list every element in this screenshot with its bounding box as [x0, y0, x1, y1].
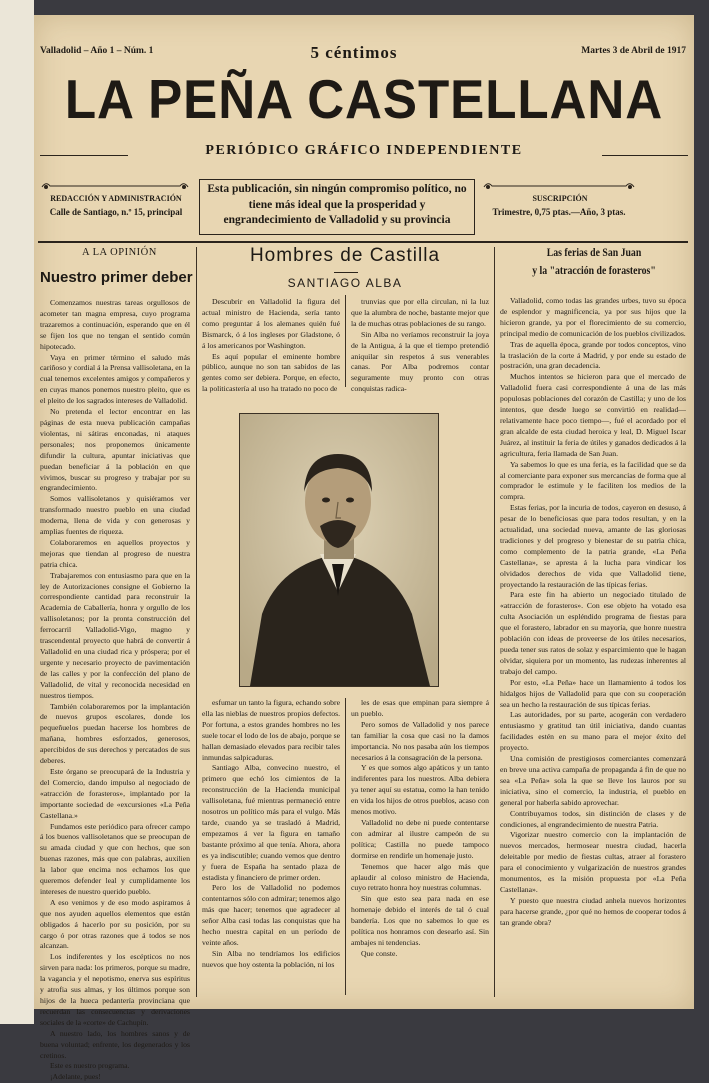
article-paragraph: Este es nuestro programa. [50, 1061, 130, 1071]
article-paragraph: Sin Alba no tendríamos los edificios nuevos que hoy ostenta la población, ni los [202, 948, 340, 969]
column-rule-2-bottom [345, 698, 346, 995]
article-paragraph: trunvias que por ella circulan, ni la luz que la alumbra de noche, bastante mejor que la de muchas otras poblaciones de su rango. [351, 297, 489, 328]
article-paragraph: Sin que esto sea para nada en ese homenaje debido el interés de tal ó cual bandería. Los que no sabemos lo que es política nos honramos con desearlo así. Sin ambajes ni tendencias. [351, 894, 489, 947]
article-paragraph: Muchos intentos se hicieron para que el mercado de Valladolid fuera casi correspondiente á una de las más populosas poblaciones del corazón de Castilla; y uno de los intentos, que desde luego se convirtió en realidad—relativamente hace poco tiempo—, fué el acordado por el gran alcalde de esta ciudad heroica y leal, D. Miguel Iscar Juárez, al instituir la feria de útiles y ganados dedicados á la agricultura, feria llamada de San Juan. [500, 372, 686, 458]
newspaper-subtitle: PERIÓDICO GRÁFICO INDEPENDIENTE [205, 143, 523, 158]
scroll-ornament-icon [40, 181, 190, 191]
article-paragraph: Vaya en primer término el saludo más cariñoso y cordial á la Prensa vallisoletana, en la cual tenemos excelentes amigos y compañeros y en cuyas manos ponemos nuestro pleito, que es el pleito de los sagrados intereses de Valladolid. [40, 352, 190, 406]
feature-body-col2-bottom [202, 698, 340, 998]
feature-body-col3-top [351, 297, 489, 394]
article-paragraph: Contribuyamos todos, sin distinción de clases y de condiciones, al engrandecimiento de nuestra Patria. [500, 808, 686, 829]
feature-body-col2-top [202, 297, 340, 394]
article-paragraph: Estas ferias, por la incuria de todos, cayeron en desuso, á pesar de lo beneficiosas que para todos resultan, y en la actualidad, una sociedad nueva, amante de las gloriosas tradiciones y del progreso y bienestar de su patria chica, como complemento de la patria grande, «La Peña Castellana», se apresta á la lucha para vindicar los olvidados derechos de vida que Valladolid tiene, proyectando la restauración de las típicas ferias. [500, 503, 686, 589]
column-rule-3 [494, 247, 495, 997]
subscription-price: Trimestre, 0,75 ptas.—Año, 3 ptas. [492, 207, 626, 217]
article-paragraph: Para este fin ha abierto un negociado titulado de «atracción de forasteros». Con ese objeto ha votado esa culta Asociación un espléndido programa de fiestas para que el forastero, labrador en su mayoría, que honre nuestra población con ideas de proveerse de los útiles necesarios, pueda tener sus ratos de solaz y esparcimiento que le hagan olvidar, siquiera por un momento, las rudezas inherentes al trabajo del campo. [500, 590, 686, 676]
article-paragraph: Vigorizar nuestro comercio con la implantación de nuevos mercados, hermosear nuestra ciudad, hacerla deleitable por medio de fiestas cultas, atraer al forastero para el conocimiento y vulgarización de nuestros grandes monumentos, es la misión propuesta por «La Peña Castellana». [500, 830, 686, 894]
newspaper-page [34, 15, 694, 1082]
column-rule-2-top [345, 295, 346, 387]
article-paragraph: Las autoridades, por su parte, acogerán con verdadero entusiasmo y gratitud tan útil iniciativa, dando cuantas facilidades estén en su mano para el mejor éxito del proyecto. [500, 710, 686, 753]
ferias-headline-line1: Las ferias de San Juan [546, 247, 642, 259]
article-paragraph: A eso venimos y de eso modo aspiramos á que nos ayuden aquellos elementos que están obligados á hacerlo por su posición, por su cargo ó por otras razones que á todos se nos alcanzan. [40, 897, 190, 951]
article-paragraph: Santiago Alba, convecino nuestro, el primero que echó los cimientos de la reconstrucción de la Hacienda municipal vallisoletana, fué mientras permaneció entre nosotros un político más para el vulgo. Más tarde, cuando ya se trasladó á Madrid, empezamos á ver la figura en tamaño bastante próximo al que tenía. Ahora, ahora es ya indiscutible; cuando vemos que dentro y fuera de España ha sentado plaza de estadista y financiero de primer orden. [202, 763, 340, 882]
issue-date: Martes 3 de Abril de 1917 [581, 46, 686, 56]
section-kicker: A LA OPINIÓN [82, 247, 157, 258]
subscription-label: SUSCRIPCIÓN [532, 194, 588, 203]
price: 5 céntimos [310, 43, 398, 62]
masthead-bottom-rule [38, 241, 688, 243]
article-paragraph: Que conste. [361, 948, 398, 958]
article-paragraph: les de esas que empinan para siempre á un pueblo. [351, 698, 489, 718]
article-paragraph: ¡Adelante, pues! [50, 1072, 101, 1082]
article-paragraph: Descubrir en Valladolid la figura del actual ministro de Hacienda, sería tanto como preguntar á los alemanes quién fué Bismarck, ó á los ingleses por Gladstone, ó á los americanos por Washington. [202, 297, 340, 350]
column-rule-1 [196, 247, 197, 997]
feature-subheadline: SANTIAGO ALBA [287, 276, 403, 290]
article-paragraph: Fundamos este periódico para ofrecer campo á los buenos vallisoletanos que se preocupan de su amada ciudad y que con hechos, que son buenas razones, más que con palabras, auxilien la labor que encima nos echamos los que queremos defender leal y cumplidamente los intereses de nuestro querido pueblo. [40, 821, 190, 896]
scan-margin [0, 0, 34, 1024]
article-paragraph: Y puesto que nuestra ciudad anhela nuevos horizontes para hacerse grande, ¿por qué no hemos de cooperar todos á tan grande obra? [500, 895, 686, 927]
article-paragraph: Valladolid no debe ni puede contentarse con admirar al ilustre campeón de su política; Castilla no puede tampoco dormirse en rendirle un homenaje justo. [351, 817, 489, 860]
article-paragraph: Este órgano se preocupará de la Industria y del Comercio, dando impulso al negociado de «atracción de forasteros», implantado por la importante sociedad de «excursiones «La Peña Castellana.» [40, 766, 190, 820]
article-body-primer-deber [40, 298, 190, 1082]
issue-info: Valladolid – Año 1 – Núm. 1 [40, 46, 154, 56]
article-paragraph: Ya sabemos lo que es una feria, es la facilidad que se da al comerciante para exponer sus mercancías de forma que al comprador le estimule y le faciliten los medios de la compra. [500, 459, 686, 502]
article-paragraph: Comenzamos nuestras tareas orgullosos de acometer tan magna empresa, cuyo programa trazaremos a continuación, esperando que en él se fijen los que no tengan el sentido común hipotecado. [40, 298, 190, 351]
article-paragraph: Es aquí popular el eminente hombre público, aunque no son tan sabidos de las gentes como ser debiera. Porque, en efecto, la politicastería al uso ha tratado no poco de [202, 351, 340, 394]
article-paragraph: No pretenda el lector encontrar en las páginas de esta nueva publicación campañas violentas, ni sátiras enconadas, ni ataques personales; nos proponemos únicamente difundir la cultura, apuntar iniciativas que puedan beneficiar á la población en que vivimos, buscar su progreso y trabajar por su engrandecimiento. [40, 407, 190, 493]
article-paragraph: A nuestro lado, los hombres sanos y de buena voluntad; enfrente, los degenerados y los cretinos. [40, 1028, 190, 1060]
headline-ornament-rule [334, 272, 358, 273]
article-paragraph: Tenemos que hacer algo más que aplaudir al coloso ministro de Hacienda, cuyo retrato honra hoy nuestras columnas. [351, 861, 489, 893]
redaction-address: Calle de Santiago, n.º 15, principal [49, 207, 183, 217]
article-paragraph: Por esto, «La Peña» hace un llamamiento á todos los hidalgos hijos de Valladolid para que con su cooperación sea un hecho la restauración de sus típicas ferias. [500, 677, 686, 709]
feature-body-col3-bottom [351, 698, 489, 998]
article-headline: Nuestro primer deber [40, 269, 193, 286]
scroll-ornament-icon [482, 181, 636, 191]
feature-headline: Hombres de Castilla [249, 245, 441, 266]
ferias-headline-line2: y la "atracción de forasteros" [532, 265, 656, 277]
article-paragraph: Una comisión de prestigiosos comerciantes comenzará en breve una activa campaña de propaganda á fin de que no sea «La Peña» sola la que se lleve los lauros por su iniciativa, sino el comercio, la industria, el pueblo en general por haberla sabido aprovechar. [500, 754, 686, 807]
subtitle-rule-left [40, 155, 128, 156]
article-body-ferias [500, 296, 686, 996]
article-paragraph: Y es que somos algo apáticos y un tanto indiferentes para los nuestros. Alba debiera ya tener aquí su estatua, como la han tenido en vida los hijos de otros pueblos, acaso con menos motivo. [351, 763, 489, 817]
article-paragraph: Sin Alba no veríamos reconstruir la joya de la Antigua, á la que el tiempo pretendió aniquilar sin respetos á sus venerables canas. Por Alba podremos contar seguramente muy pronto con otras conquistas radica- [351, 329, 489, 394]
portrait-photo [240, 414, 438, 686]
redaction-label: REDACCIÓN Y ADMINISTRACIÓN [50, 194, 182, 203]
portrait-santiago-alba [239, 413, 439, 687]
article-paragraph: Pero los de Valladolid no podemos contentarnos sólo con admirar; tenemos algo más que hacer; tenemos que agradecer al señor Alba casi todas las conquistas que ha hecho nuestra capital en un período de veinte años. [202, 883, 340, 947]
article-paragraph: También colaboraremos por la implantación de nuevos grupos escolares, donde los pequeñuelos puedan hacerse los hombres de mañana, hombres esforzados, generosos, apercibidos de sus derechos y percatados de sus deberes. [40, 701, 190, 766]
newspaper-title: LA PEÑA CASTELLANA [64, 68, 664, 130]
article-paragraph: Colaboraremos en aquellos proyectos y mejoras que tiendan al progreso de nuestra patria chica. [40, 537, 190, 569]
article-paragraph: esfumar un tanto la figura, echando sobre ella las nieblas de nuestros propios defectos. Por fortuna, a estos grandes hombres no les suele tocar el lodo de los de abajo, porque se hallan demasiado elevados para recibir tales inmundas salpicaduras. [202, 698, 340, 762]
editorial-notice: Esta publicación, sin ningún compromiso político, no tiene más ideal que la prosperidad y engrandecimiento de Valladolid y su provincia [207, 183, 467, 226]
article-paragraph: Trabajaremos con entusiasmo para que en la ley de Autorizaciones consigne el Gobierno la correspondiente cantidad para reconstruir la Academia de Caballería, honra y orgullo de los vallisoletanos; por la pronta construcción del ferrocarril Valladolid-Vigo, magno y trascendental proyecto que habrá de convertir á Valladolid en una ciudad rica y próspera; por el urgente y necesario proyecto de pavimentación de las calles y por la confección del plano de Valladolid, de vital y reconocida necesidad en nuestros tiempos. [40, 570, 190, 700]
subtitle-rule-right [602, 155, 688, 156]
article-paragraph: Los indiferentes y los escépticos no nos sirven para nada: los primeros, porque su madre, la vagancia y el nepotismo, enerva sus espíritus y atrofia sus almas, y los últimos porque son hijos de la hueca pedantería provinciana que recuerdan las consecuencias y derivaciones sociales de la «corte» de Cachupín. [40, 952, 190, 1027]
article-paragraph: Valladolid, como todas las grandes urbes, tuvo su época de esplendor y magnificencia, ya por sus hijos que la hicieron grande, ya por el florecimiento de su comercio, principal medio de comunicación de los pueblos civilizados. [500, 296, 686, 338]
article-paragraph: Pero somos de Valladolid y nos parece tan familiar la cosa que casi no la damos importancia. No nos pasaba aún los tiempos necesarios á la consagración de la persona. [351, 719, 489, 762]
article-paragraph: Tras de aquella época, grande por todos conceptos, vino la traslación de la corte á Madrid, y por ende su estado de postración, una gran decadencia. [500, 339, 686, 371]
article-paragraph: Somos vallisoletanos y quisiéramos ver transformado nuestro pueblo en una ciudad moderna, llena de vida y con generosas y amplias fuentes de riqueza. [40, 494, 190, 537]
